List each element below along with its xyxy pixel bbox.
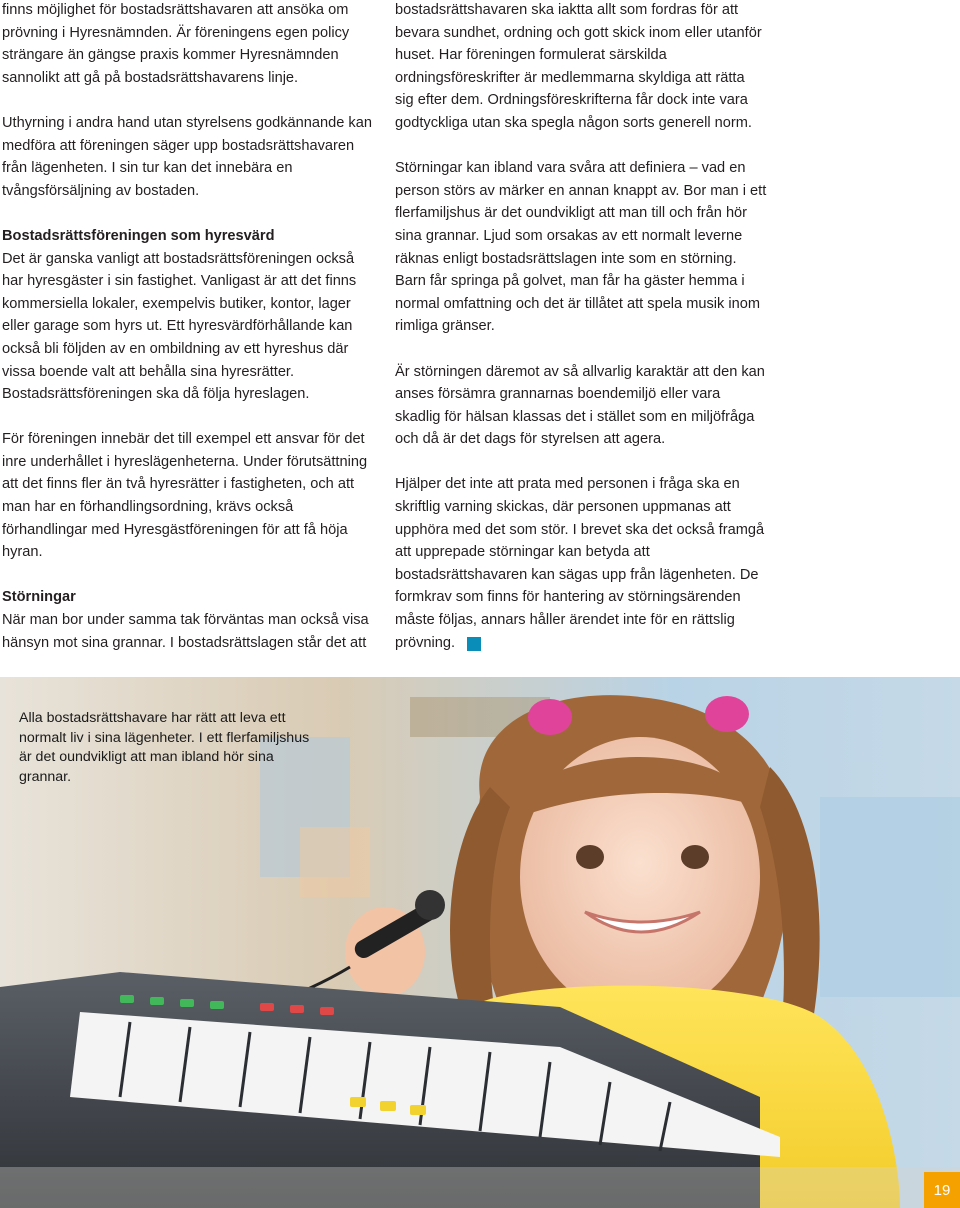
paragraph: För föreningen innebär det till exempel ett ansvar för det inre underhållet i hyreslägenheterna. Under förutsättning att det finns fler än två hyresrätter i fastigheten, och att man har en förhandlingsordning, krävs också förhandlingar med Hyresgästföreningen för att få höja hyran. xyxy=(2,431,368,561)
paragraph: finns möjlighet för bostadsrättshavaren att ansöka om prövning i Hyresnämnden. Är föreningens egen policy strängare än gängse praxis kommer Hyresnämnden sannolikt att gå på bostadsrättshavarens linje. xyxy=(2,2,350,86)
paragraph-text: Hjälper det inte att prata med personen i fråga ska en skriftlig varning skickas, där personen uppmanas att upphöra med det som stör. I brevet ska det också framgå att upprepade störningar kan betyda att bostadsrättshavaren kan sägas upp från lägenheten. De formkrav som finns för hantering av störningsärenden måste följas, annars håller ärendet inte för en rättslig prövning. xyxy=(395,476,765,651)
paragraph-last xyxy=(395,473,767,654)
section-heading: Störningar xyxy=(2,589,76,606)
paragraph: Det är ganska vanligt att bostadsrättsföreningen också har hyresgäster i sin fastighet. Vanligast är att det finns kommersiella lokaler, exempelvis butiker, kontor, lager eller garage som hyrs ut. Ett hyresvärdförhållande kan också bli följden av en ombildning av ett hyreshus där vissa boende valt att behålla sina hyresrätter. Bostadsrättsföreningen ska då följa hyreslagen. xyxy=(2,250,357,403)
left-text-column xyxy=(2,0,374,677)
paragraph: Är störningen däremot av så allvarlig karaktär att den kan anses försämra grannarnas boendemiljö eller vara skadlig för hälsan klassas det i stället som en miljöfråga och då är det dags för styrelsen att agera. xyxy=(395,363,765,448)
paragraph: bostadsrättshavaren ska iaktta allt som fordras för att bevara sundhet, ordning och gott skick inom eller utanför huset. Har föreningen formulerat särskilda ordningsföreskrifter är medlemmarna skyldiga att rätta sig efter dem. Ordningsföreskrifterna får dock inte vara godtyckliga utan ska spegla någon sorts generell norm. xyxy=(395,2,762,131)
paragraph: Uthyrning i andra hand utan styrelsens godkännande kan medföra att föreningen säger upp bostadsrättshavaren från lägenheten. I sin tur kan det innebära en tvångsförsäljning av bostaden. xyxy=(2,114,372,199)
right-text-column xyxy=(395,0,767,677)
section-heading: Bostadsrättsföreningen som hyresvärd xyxy=(2,227,275,244)
photo-caption: Alla bostadsrättshavare har rätt att leva ett normalt liv i sina lägenheter. I ett flerfamiljshus är det oundvikligt att man ibland hör sina grannar. xyxy=(19,710,310,785)
page-number: 19 xyxy=(924,1172,960,1208)
paragraph: När man bor under samma tak förväntas man också visa hänsyn mot sina grannar. I bostadsrättslagen står det att xyxy=(2,612,369,651)
paragraph: Störningar kan ibland vara svåra att definiera – vad en person störs av märker en annan knappt av. Bor man i ett flerfamiljshus är det oundvikligt att man till och från hör sina grannar. Ljud som orsakas av ett normalt leverne räknas enligt bostadsrättslagen inte som en störning. Barn får springa på golvet, man får ha gäster hemma i normal omfattning och det är tillåtet att spela musik inom rimliga gränser. xyxy=(395,160,767,335)
end-of-article-square-icon xyxy=(467,637,481,651)
